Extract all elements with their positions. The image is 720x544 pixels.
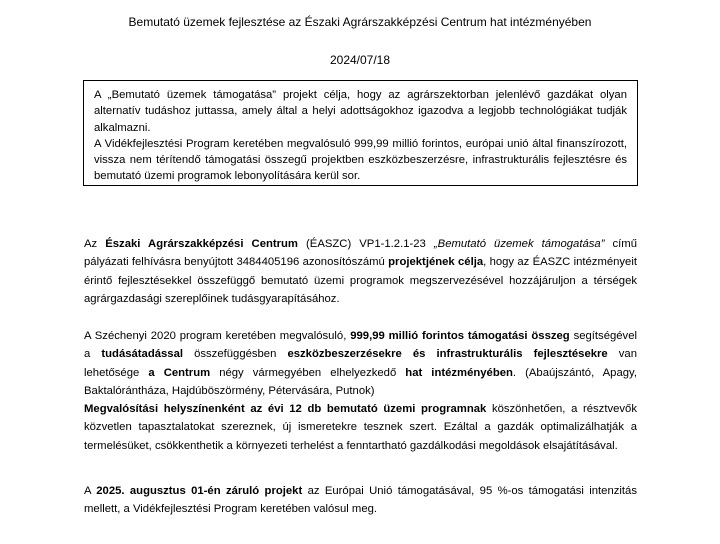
text-run: (ÉASZC) VP1-1.2.1-23 — [297, 238, 434, 250]
bold-six-institutions: hat intézményében — [405, 366, 513, 379]
text-run: van lehetősége — [84, 348, 638, 379]
bold-org-name: Északi Agrárszakképzési Centrum — [105, 238, 298, 250]
summary-box — [83, 80, 638, 186]
text-run: segítségével a — [84, 330, 637, 361]
text-run: összefüggésben — [183, 348, 288, 361]
bold-project-goal: projektjének célja — [388, 256, 484, 269]
body-paragraph-3 — [84, 400, 637, 455]
text-run: Az — [84, 238, 106, 250]
body-paragraph-4 — [84, 482, 637, 519]
italic-project-name: „Bemutató üzemek támogatása” — [433, 238, 605, 250]
body-paragraph-1 — [84, 235, 637, 308]
bold-funding-amount: 999,99 millió forintos támogatási összeg — [350, 330, 570, 342]
bold-knowledge-transfer: tudásátadással — [101, 348, 184, 361]
bold-project-end-date: 2025. augusztus 01-én záruló projekt — [96, 485, 303, 497]
text-run: A — [84, 485, 97, 497]
bold-centre: a Centrum — [148, 366, 211, 379]
summary-paragraph-2: A Vidékfejlesztési Program keretében megvalósuló 999,99 millió forintos, európai unió által finanszírozott, vissza nem térítendő támogatási összegű projektben eszközbeszerzésre, infrastrukturális fejlesztésre és bemutató üzemi programok lebonyolítására kerül sor. — [94, 137, 627, 183]
text-run: A Széchenyi 2020 program keretében megvalósuló, — [84, 330, 351, 342]
text-run: az Európai Unió támogatásával, 95 %-os támogatási intenzitás mellett, a Vidékfejlesztési Program keretében valósul meg. — [84, 485, 637, 516]
bold-programs-per-site: Megvalósítási helyszínenként az évi 12 db bemutató üzemi programnak — [84, 403, 487, 415]
body-paragraph-2 — [84, 327, 637, 400]
bold-investments: eszközbeszerzésekre és infrastrukturális fejlesztésekre — [287, 348, 608, 361]
text-run: négy vármegyében elhelyezkedő — [210, 366, 406, 379]
summary-paragraph-1: A „Bemutató üzemek támogatása” projekt célja, hogy az agrárszektorban jelenlévő gazdákat olyan alternatív tudáshoz juttassa, amely által a helyi adottságokhoz igazodva a legjobb technológiákat tudják alkalmazni. — [94, 89, 627, 134]
text-run: . (Abaújszántó, Apagy, Baktalórántháza, Hajdúböszörmény, Pétervására, Putnok) — [84, 366, 637, 397]
document-date: 2024/07/18 — [329, 53, 391, 67]
document-title: Bemutató üzemek fejlesztése az Északi Agrárszakképzési Centrum hat intézményében — [128, 15, 592, 29]
text-run: köszönhetően, a résztvevők közvetlen tapasztalatokat szereznek, új ismeretekre tesznek szert. Ezáltal a gazdák optimalizálhatják a termelésüket, csökkenthetik a környezeti terhelést a fenntartható gazdálkodási megoldások elsajátításával. — [84, 403, 637, 452]
text-run: , hogy az ÉASZC intézményeit érintő fejlesztésekkel összefüggő bemutató üzemi programok megszervezésével hozzájáruljon a térségek agrárgazdasági szereplőinek tudásgyarapításához. — [84, 256, 637, 305]
text-run: című pályázati felhívásra benyújtott 3484405196 azonosítószámú — [84, 238, 637, 269]
